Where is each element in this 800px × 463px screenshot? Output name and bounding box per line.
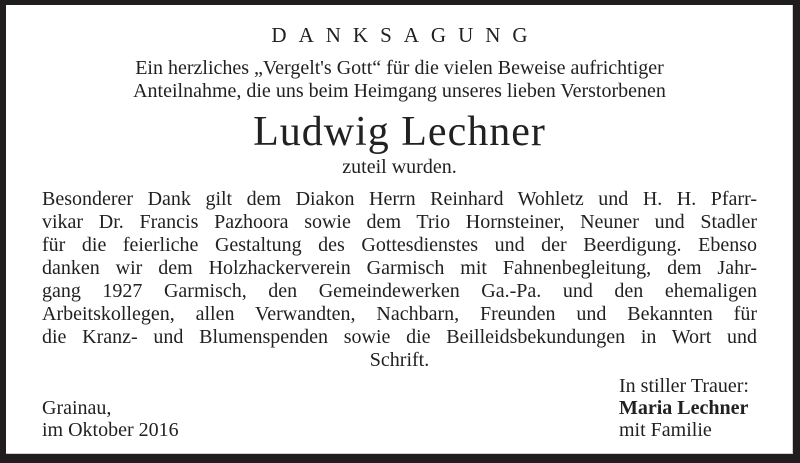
intro-line-1: Ein herzliches „Vergelt's Gott“ für die vielen Beweise aufrichtiger xyxy=(135,57,664,79)
body-line: für die feierliche Gestaltung des Gottesdienstes und der Beerdigung. Ebenso xyxy=(42,234,757,256)
body-line: vikar Dr. Francis Pazhoora sowie dem Trio Hornsteiner, Neuner und Stadler xyxy=(42,211,757,233)
closing-text: In stiller Trauer: xyxy=(619,375,749,397)
body-line: die Kranz- und Blumenspenden sowie die Beilleidsbekundungen in Wort und xyxy=(42,326,757,348)
body-line: Arbeitskollegen, allen Verwandten, Nachbarn, Freunden und Bekannten für xyxy=(42,303,757,325)
notice-footer xyxy=(36,375,763,441)
place-text: Grainau, xyxy=(42,397,112,419)
body-line: Besonderer Dank gilt dem Diakon Herrn Reinhard Wohletz und H. H. Pfarr- xyxy=(42,188,757,210)
intro-line-2: Anteilnahme, die uns beim Heimgang unseres lieben Verstorbenen xyxy=(133,80,666,102)
body-line: danken wir dem Holzhackerverein Garmisch mit Fahnenbegleitung, dem Jahr- xyxy=(42,257,757,279)
mourner-suffix: mit Familie xyxy=(619,419,712,441)
mourners-block xyxy=(619,375,749,441)
acknowledgment-paragraph xyxy=(36,188,763,372)
mourner-name: Maria Lechner xyxy=(619,397,749,419)
danksagung-title: DANKSAGUNG xyxy=(271,23,540,47)
place-date-block xyxy=(42,397,179,441)
intro-text xyxy=(36,57,763,103)
date-text: im Oktober 2016 xyxy=(42,419,179,441)
body-line: gang 1927 Garmisch, den Gemeindewerken Ga.-Pa. und den ehemaligen xyxy=(42,280,757,302)
subline-zuteil-wurden: zuteil wurden. xyxy=(342,156,457,178)
body-line-last: Schrift. xyxy=(369,349,430,371)
deceased-name: Ludwig Lechner xyxy=(253,109,546,155)
